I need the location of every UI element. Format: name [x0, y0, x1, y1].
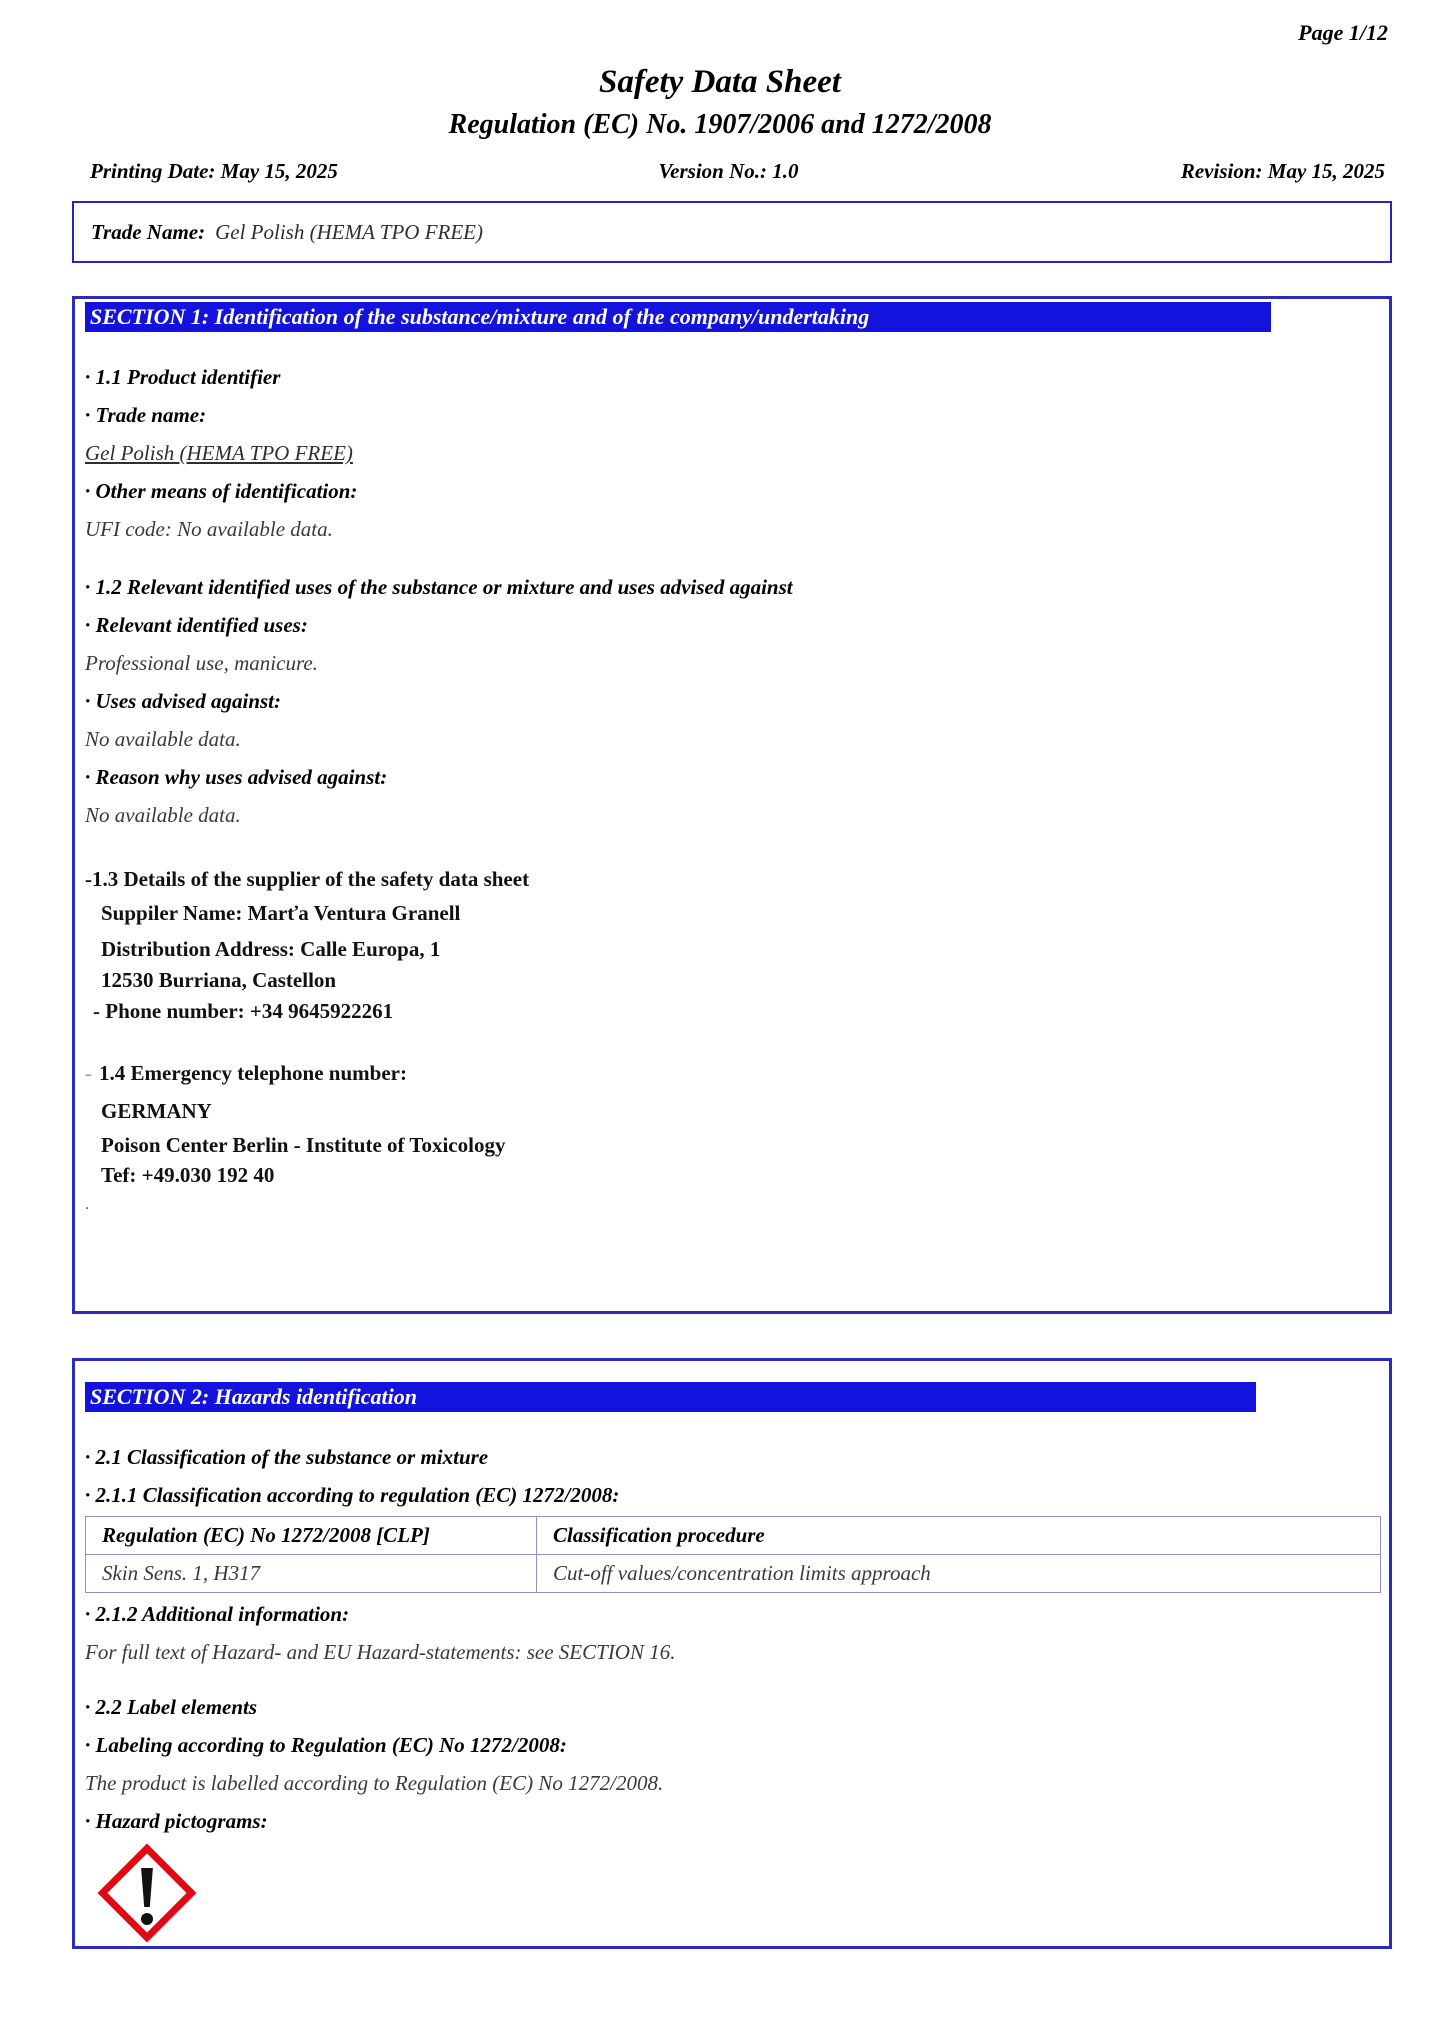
table-row: [86, 1555, 1381, 1593]
classification-cell-procedure: Cut-off values/concentration limits approach: [537, 1555, 1381, 1593]
classification-table-header-procedure: Classification procedure: [537, 1517, 1381, 1555]
section-2-header: SECTION 2: Hazards identification: [85, 1382, 1256, 1412]
document-title: Safety Data Sheet: [599, 64, 841, 100]
s2-1-1-clp-heading: · 2.1.1 Classification according to regulation (EC) 1272/2008:: [85, 1483, 620, 1507]
s1-2-relevant-uses-heading: · 1.2 Relevant identified uses of the substance or mixture and uses advised against: [85, 575, 793, 599]
s1-trade-name-label: · Trade name:: [85, 403, 207, 427]
s2-1-classification-heading: · 2.1 Classification of the substance or mixture: [85, 1445, 489, 1469]
revision-date: Revision: May 15, 2025: [1180, 159, 1386, 183]
s1-relevant-uses-label: · Relevant identified uses:: [85, 613, 308, 637]
classification-table-header-regulation: Regulation (EC) No 1272/2008 [CLP]: [86, 1517, 537, 1555]
trade-name-label: Trade Name:: [91, 219, 206, 244]
section-1-header: SECTION 1: Identification of the substance/mixture and of the company/undertaking: [85, 302, 1271, 332]
s1-telephone: Tef: +49.030 192 40: [101, 1163, 275, 1187]
s1-distribution-city: 12530 Burriana, Castellon: [101, 968, 337, 992]
classification-table-header-row: [86, 1517, 1381, 1555]
trade-name-value: Gel Polish (HEMA TPO FREE): [215, 219, 484, 244]
trade-name-box: [72, 201, 1392, 263]
s2-2-label-elements-heading: · 2.2 Label elements: [85, 1695, 258, 1719]
s1-reason-value: No available data.: [85, 803, 241, 827]
s1-4-dash: -: [85, 1061, 92, 1085]
s2-1-2-additional-info-heading: · 2.1.2 Additional information:: [85, 1602, 350, 1626]
s1-other-means-label: · Other means of identification:: [85, 479, 358, 503]
s1-uses-against-value: No available data.: [85, 727, 241, 751]
classification-table: [85, 1516, 1381, 1593]
s1-relevant-uses-value: Professional use, manicure.: [85, 651, 318, 675]
s1-supplier-name: Suppiler Name: Marťa Ventura Granell: [101, 901, 461, 925]
ghs07-exclamation-icon: [97, 1843, 197, 1943]
s2-labeling-heading: · Labeling according to Regulation (EC) No 1272/2008:: [85, 1733, 567, 1757]
classification-cell-hazard-class: Skin Sens. 1, H317: [86, 1555, 537, 1593]
section-2-box: [72, 1358, 1392, 1949]
s1-uses-against-label: · Uses advised against:: [85, 689, 281, 713]
s1-1-product-identifier-heading: · 1.1 Product identifier: [85, 365, 281, 389]
s1-ufi-code: UFI code: No available data.: [85, 517, 333, 541]
s1-4-emergency-heading: [85, 1056, 1379, 1090]
exclamation-dot: [141, 1913, 153, 1925]
s2-hazard-pictograms-heading: · Hazard pictograms:: [85, 1809, 268, 1833]
s1-3-supplier-heading: -1.3 Details of the supplier of the safety data sheet: [85, 867, 530, 891]
page-number: Page 1/12: [1298, 20, 1388, 45]
s1-4-emergency-title: 1.4 Emergency telephone number:: [99, 1061, 407, 1085]
s2-labeling-text: The product is labelled according to Regulation (EC) No 1272/2008.: [85, 1771, 664, 1795]
document-meta-row: [72, 158, 1385, 184]
s1-distribution-address: Distribution Address: Calle Europa, 1: [101, 937, 441, 961]
s1-trade-name-value: Gel Polish (HEMA TPO FREE): [85, 441, 353, 465]
printing-date: Printing Date: May 15, 2025: [90, 159, 338, 183]
version-number: Version No.: 1.0: [658, 159, 799, 183]
s1-country: GERMANY: [101, 1099, 212, 1123]
document-subtitle: Regulation (EC) No. 1907/2006 and 1272/2008: [448, 109, 992, 140]
s2-1-2-additional-info-text: For full text of Hazard- and EU Hazard-statements: see SECTION 16.: [85, 1640, 676, 1664]
section-1-box: [72, 296, 1392, 1314]
s1-reason-label: · Reason why uses advised against:: [85, 765, 388, 789]
s1-stray-dot: .: [85, 1196, 89, 1213]
s1-phone-number: - Phone number: +34 9645922261: [93, 999, 394, 1023]
s1-poison-center: Poison Center Berlin - Institute of Toxicology: [101, 1133, 506, 1157]
